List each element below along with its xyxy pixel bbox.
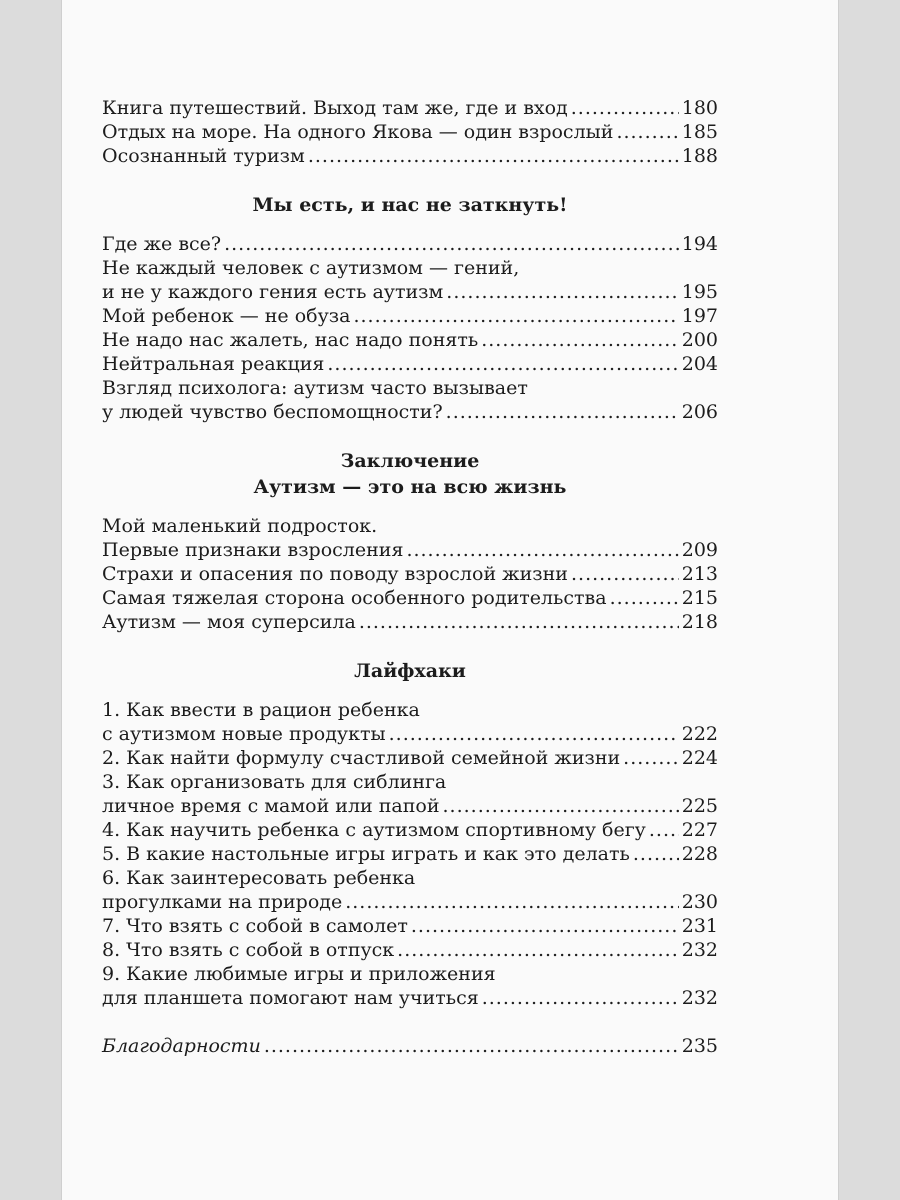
dot-leader [623,746,679,770]
dot-leader [610,586,679,610]
page-number: 231 [681,915,718,937]
toc-entry[interactable] [102,1034,718,1058]
toc-entry[interactable] [102,842,718,866]
entry-title: 6. Как заинтересовать ребенка [102,867,416,889]
toc-entry[interactable] [102,698,718,746]
toc-entry[interactable] [102,866,718,914]
page-number: 197 [681,305,718,327]
page-number: 195 [681,281,718,303]
toc-entry[interactable] [102,610,718,634]
entry-title: 7. Что взять с собой в самолет [102,915,408,937]
toc-entry[interactable] [102,562,718,586]
toc-entry[interactable] [102,962,718,1010]
page-number: 185 [681,121,718,143]
section-heading: Мы есть, и нас не заткнуть! [252,194,568,216]
dot-leader [411,914,679,938]
entry-title: Где же все? [102,233,222,255]
dot-leader [482,986,679,1010]
entry-title: Первые признаки взросления [102,539,404,561]
entry-title: Не надо нас жалеть, нас надо понять [102,329,479,351]
toc-entry[interactable] [102,938,718,962]
dot-leader [389,722,679,746]
section-heading: Лайфхаки [354,660,466,682]
page-number: 235 [681,1035,718,1057]
entry-title: 5. В какие настольные игры играть и как это делать [102,843,630,865]
section-heading: Аутизм — это на всю жизнь [253,476,567,498]
entry-title: и не у каждого гения есть аутизм [102,281,444,303]
page-number: 200 [681,329,718,351]
entry-title: прогулками на природе [102,891,343,913]
page-number: 204 [681,353,718,375]
dot-leader [446,280,678,304]
toc-entry[interactable] [102,914,718,938]
page-number: 209 [681,539,718,561]
entry-title: Самая тяжелая сторона особенного родительства [102,587,607,609]
dot-leader [406,538,678,562]
toc-section-lifehacks [102,634,718,1010]
entry-title: 8. Что взять с собой в отпуск [102,939,395,961]
entry-title: Страхи и опасения по поводу взрослой жизни [102,563,568,585]
dot-leader [649,818,679,842]
entry-title: у людей чувство беспомощности? [102,401,443,423]
toc-entry[interactable] [102,514,718,562]
toc-entry[interactable] [102,746,718,770]
toc-section-travel [102,96,718,168]
page-number: 213 [681,563,718,585]
toc-entry[interactable] [102,818,718,842]
page-number: 218 [681,611,718,633]
toc-entry[interactable] [102,144,718,168]
dot-leader [443,794,679,818]
entry-title: Взгляд психолога: аутизм часто вызывает [102,377,528,399]
dot-leader [616,120,678,144]
entry-title: Книга путешествий. Выход там же, где и вход [102,97,568,119]
dot-leader [353,304,678,328]
dot-leader [633,842,679,866]
page-number: 232 [681,987,718,1009]
entry-title: Благодарности [102,1035,261,1057]
entry-title: Отдых на море. На одного Якова — один взрослый [102,121,614,143]
page-number: 180 [681,97,718,119]
toc-entry[interactable] [102,376,718,424]
toc-section-we-exist [102,168,718,424]
toc-section-thanks [102,1010,718,1058]
entry-title: Не каждый человек с аутизмом — гений, [102,257,520,279]
toc-entry[interactable] [102,304,718,328]
toc-entry[interactable] [102,770,718,818]
entry-title: 9. Какие любимые игры и приложения [102,963,496,985]
entry-title: 1. Как ввести в рацион ребенка [102,699,420,721]
section-heading: Заключение [340,450,480,472]
page-number: 227 [681,819,718,841]
table-of-contents [102,96,718,1058]
entry-title: 4. Как научить ребенка с аутизмом спортивному бегу [102,819,646,841]
page-number: 225 [681,795,718,817]
entry-title: 3. Как организовать для сиблинга [102,771,447,793]
toc-entry[interactable] [102,256,718,304]
dot-leader [308,144,679,168]
page-number: 224 [681,747,718,769]
entry-title: для планшета помогают нам учиться [102,987,479,1009]
page-number: 215 [681,587,718,609]
entry-title: Аутизм — моя суперсила [102,611,356,633]
entry-title: Мой маленький подросток. [102,515,378,537]
toc-entry[interactable] [102,232,718,256]
dot-leader [397,938,679,962]
entry-title: 2. Как найти формулу счастливой семейной жизни [102,747,621,769]
dot-leader [327,352,678,376]
dot-leader [481,328,679,352]
page-number: 222 [681,723,718,745]
page-number: 228 [681,843,718,865]
dot-leader [571,96,679,120]
toc-entry[interactable] [102,352,718,376]
dot-leader [264,1034,679,1058]
toc-entry[interactable] [102,586,718,610]
dot-leader [224,232,679,256]
page-number: 206 [681,401,718,423]
dot-leader [446,400,679,424]
toc-entry[interactable] [102,120,718,144]
toc-section-conclusion [102,424,718,634]
entry-title: с аутизмом новые продукты [102,723,386,745]
dot-leader [359,610,679,634]
page-number: 194 [681,233,718,255]
entry-title: личное время с мамой или папой [102,795,440,817]
page-number: 188 [681,145,718,167]
entry-title: Осознанный туризм [102,145,305,167]
dot-leader [571,562,679,586]
dot-leader [345,890,679,914]
entry-title: Нейтральная реакция [102,353,325,375]
toc-entry[interactable] [102,96,718,120]
entry-title: Мой ребенок — не обуза [102,305,351,327]
book-page [62,0,838,1200]
page-number: 230 [681,891,718,913]
toc-entry[interactable] [102,328,718,352]
page-number: 232 [681,939,718,961]
